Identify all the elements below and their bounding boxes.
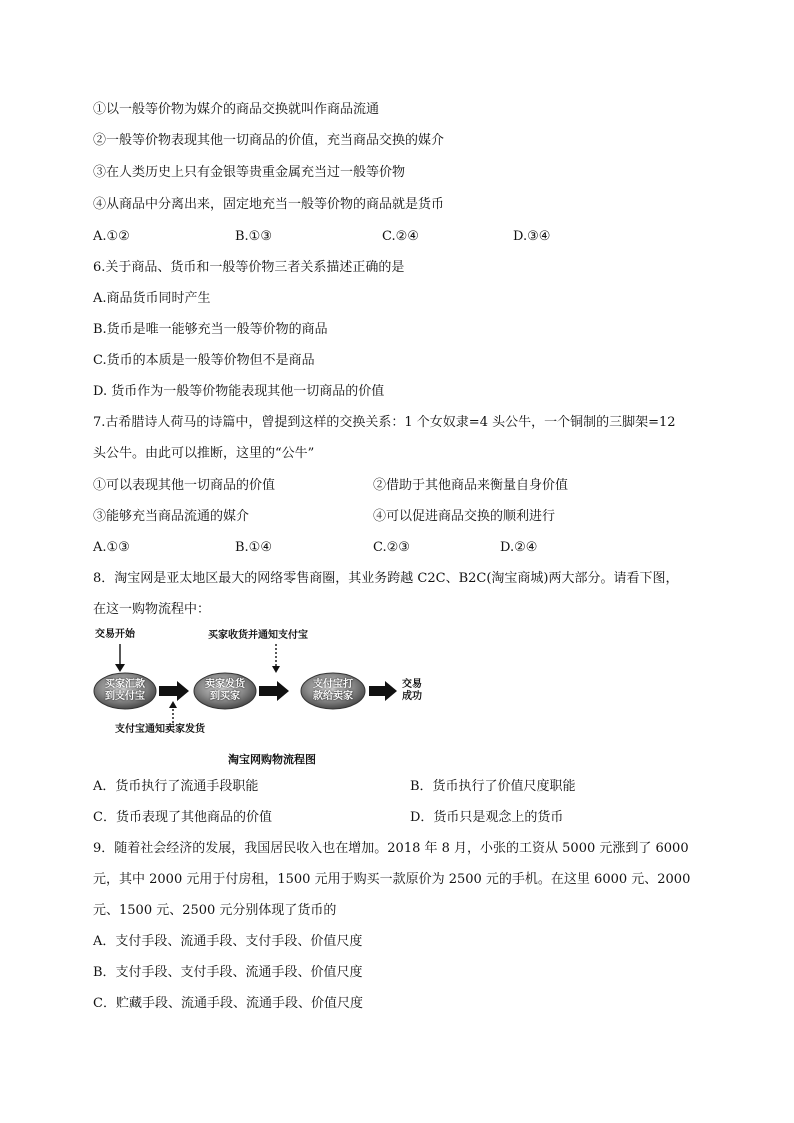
q9-stem-line-3: 元、1500 元、2500 元分别体现了货币的 [93,903,337,918]
q5-option-c: C.②④ [382,229,419,244]
q8-option-a: A．货币执行了流通手段职能 [93,779,259,794]
node-3-label: 支付宝打 款给卖家 [313,679,353,702]
flow-top-note: 买家收货并通知支付宝 [208,630,308,641]
q5-option-b: B.①③ [235,229,272,244]
node-1-label: 买家汇款 到支付宝 [105,679,145,702]
q5-option-a: A.①② [93,229,130,244]
q7-statement-3: ③能够充当商品流通的媒介 [93,509,250,524]
q6-option-b: B.货币是唯一能够充当一般等价物的商品 [93,322,328,337]
q8-option-b: B．货币执行了价值尺度职能 [410,779,576,794]
q9-stem-line-2: 元，其中 2000 元用于付房租，1500 元用于购买一款原价为 2500 元的手机。在这里 6000 元、2000 [93,872,691,887]
q5-statement-2: ②一般等价物表现其他一切商品的价值，充当商品交换的媒介 [93,133,445,148]
node-2-label: 卖家发货 到买家 [205,679,245,702]
q6-option-d: D. 货币作为一般等价物能表现其他一切商品的价值 [93,384,385,399]
q8-option-c: C．货币表现了其他商品的价值 [93,810,272,825]
q9-stem-line-1: 9．随着社会经济的发展，我国居民收入也在增加。2018 年 8 月，小张的工资从 5000 元涨到了 6000 [93,841,689,856]
flow-bottom-note: 支付宝通知卖家发货 [115,724,205,735]
flow-caption: 淘宝网购物流程图 [228,753,316,766]
arrow-1-2 [159,681,189,701]
q7-option-b: B.①④ [235,540,272,555]
q7-option-c: C.②③ [373,540,410,555]
taobao-flow-diagram [93,628,453,768]
q7-option-a: A.①③ [93,540,130,555]
q9-option-b: B．支付手段、支付手段、流通手段、价值尺度 [93,965,363,980]
q6-stem: 6.关于商品、货币和一般等价物三者关系描述正确的是 [93,260,405,275]
q8-stem-line-1: 8．淘宝网是亚太地区最大的网络零售商圈，其业务跨越 C2C、B2C(淘宝商城)两大部分。请看下图， [93,571,679,586]
q8-stem-line-2: 在这一购物流程中： [93,602,211,617]
q7-statement-2: ②借助于其他商品来衡量自身价值 [373,478,569,493]
q7-stem-line-1: 7.古希腊诗人荷马的诗篇中，曾提到这样的交换关系：1 个女奴隶=4 头公牛，一个铜制的三脚架=12 [93,415,676,430]
q7-statement-4: ④可以促进商品交换的顺利进行 [373,509,556,524]
q9-option-c: C．贮藏手段、流通手段、流通手段、价值尺度 [93,996,363,1011]
q6-option-c: C.货币的本质是一般等价物但不是商品 [93,353,315,368]
q5-statement-4: ④从商品中分离出来，固定地充当一般等价物的商品就是货币 [93,197,445,212]
arrow-3-end [369,681,397,701]
q5-option-d: D.③④ [513,229,551,244]
q5-statement-3: ③在人类历史上只有金银等贵重金属充当过一般等价物 [93,165,406,180]
q7-stem-line-2: 头公牛。由此可以推断，这里的“公牛” [93,446,315,461]
q9-option-a: A．支付手段、流通手段、支付手段、价值尺度 [93,934,363,949]
flow-end-label: 交易 成功 [402,679,422,702]
q5-statement-1: ①以一般等价物为媒介的商品交换就叫作商品流通 [93,102,380,117]
q7-statement-1: ①可以表现其他一切商品的价值 [93,478,276,493]
arrow-2-3 [259,681,289,701]
q6-option-a: A.商品货币同时产生 [93,291,211,306]
q7-option-d: D.②④ [500,540,538,555]
q8-option-d: D．货币只是观念上的货币 [410,810,564,825]
flow-start-label: 交易开始 [95,629,135,640]
